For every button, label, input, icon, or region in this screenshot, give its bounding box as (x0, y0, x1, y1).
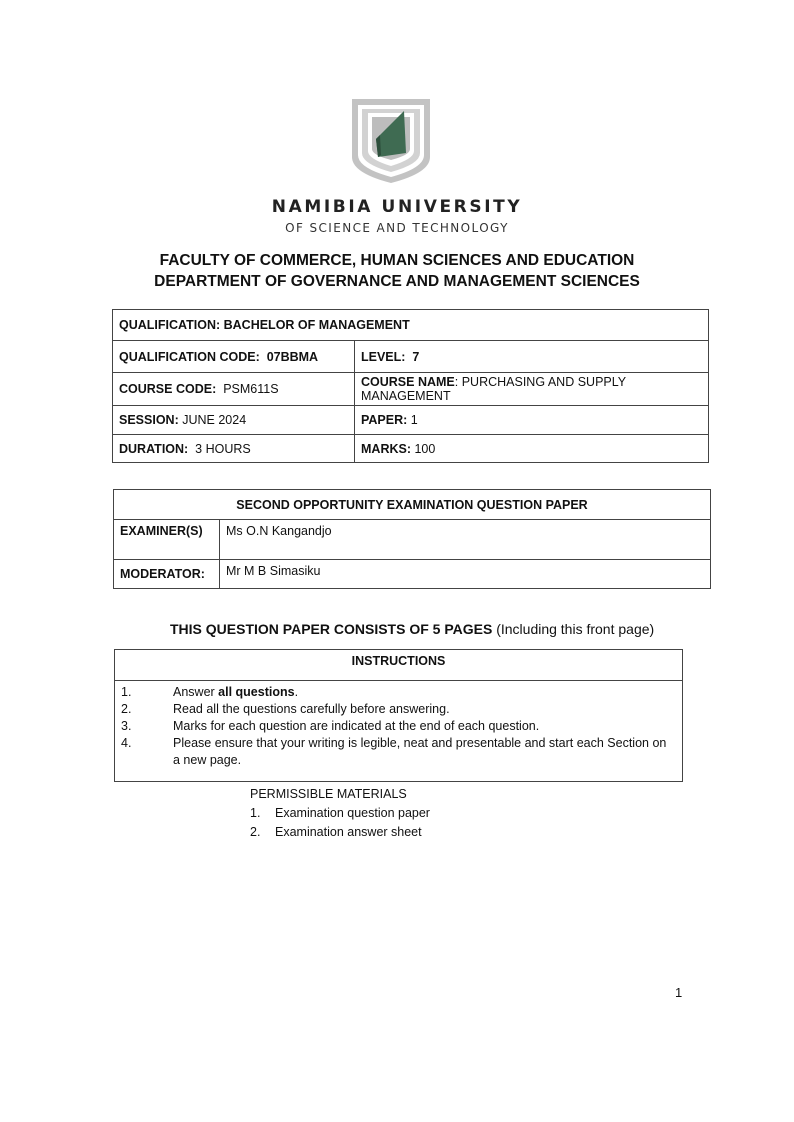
marks-cell: MARKS: 100 (355, 435, 709, 463)
university-name: NAMIBIA UNIVERSITY (271, 197, 523, 217)
exam-title: SECOND OPPORTUNITY EXAMINATION QUESTION PAPER (114, 490, 711, 520)
page-number: 1 (675, 985, 683, 1000)
department-heading: DEPARTMENT OF GOVERNANCE AND MANAGEMENT SCIENCES (154, 273, 640, 290)
faculty-heading: FACULTY OF COMMERCE, HUMAN SCIENCES AND EDUCATION (159, 252, 635, 269)
course-name-value: : PURCHASING AND SUPPLY MANAGEMENT (361, 375, 626, 403)
university-logo (350, 97, 432, 185)
instructions-title: INSTRUCTIONS (115, 650, 682, 681)
instruction-item: 4. Please ensure that your writing is legible, neat and presentable and start each Section on a new page. (121, 736, 667, 767)
permissible-item: 2. Examination answer sheet (250, 825, 422, 839)
qualification-cell: QUALIFICATION: BACHELOR OF MANAGEMENT (113, 310, 709, 341)
course-code-cell: COURSE CODE: PSM611S (113, 373, 355, 406)
moderator-value: Mr M B Simasiku (220, 560, 711, 589)
level-cell: LEVEL: 7 (355, 341, 709, 373)
university-subtitle: OF SCIENCE AND TECHNOLOGY (285, 221, 509, 235)
examination-table (113, 489, 711, 589)
qualification-code-cell: QUALIFICATION CODE: 07BBMA (113, 341, 355, 373)
level-value: 7 (412, 349, 420, 364)
instruction-item: 2. Read all the questions carefully before answering. (121, 702, 450, 716)
marks-value: 100 (414, 441, 436, 456)
course-info-table (112, 309, 709, 463)
permissible-title: PERMISSIBLE MATERIALS (250, 787, 407, 801)
duration-value: 3 HOURS (195, 441, 251, 456)
instructions-box (114, 649, 683, 782)
session-value: JUNE 2024 (182, 413, 247, 427)
page-count-line (170, 621, 654, 637)
permissible-item: 1. Examination question paper (250, 806, 430, 820)
qualification-code-value: 07BBMA (266, 349, 319, 364)
paper-cell: PAPER: 1 (355, 406, 709, 435)
instruction-item: 1. Answer all questions. (121, 685, 299, 699)
instructions-list (115, 681, 682, 769)
course-code-value: PSM611S (223, 382, 279, 396)
examiner-label: EXAMINER(S) (114, 520, 220, 560)
page-count-bold: THIS QUESTION PAPER CONSISTS OF 5 PAGES (170, 621, 493, 637)
paper-value: 1 (410, 413, 418, 427)
course-name-cell: COURSE NAME: PURCHASING AND SUPPLY MANAGEMENT (355, 373, 709, 406)
session-cell: SESSION: JUNE 2024 (113, 406, 355, 435)
moderator-label: MODERATOR: (114, 560, 220, 589)
duration-cell: DURATION: 3 HOURS (113, 435, 355, 463)
examiner-value: Ms O.N Kangandjo (220, 520, 711, 560)
page-count-note: (Including this front page) (496, 621, 655, 637)
instruction-item: 3. Marks for each question are indicated at the end of each question. (121, 719, 540, 733)
permissible-materials (250, 786, 430, 841)
